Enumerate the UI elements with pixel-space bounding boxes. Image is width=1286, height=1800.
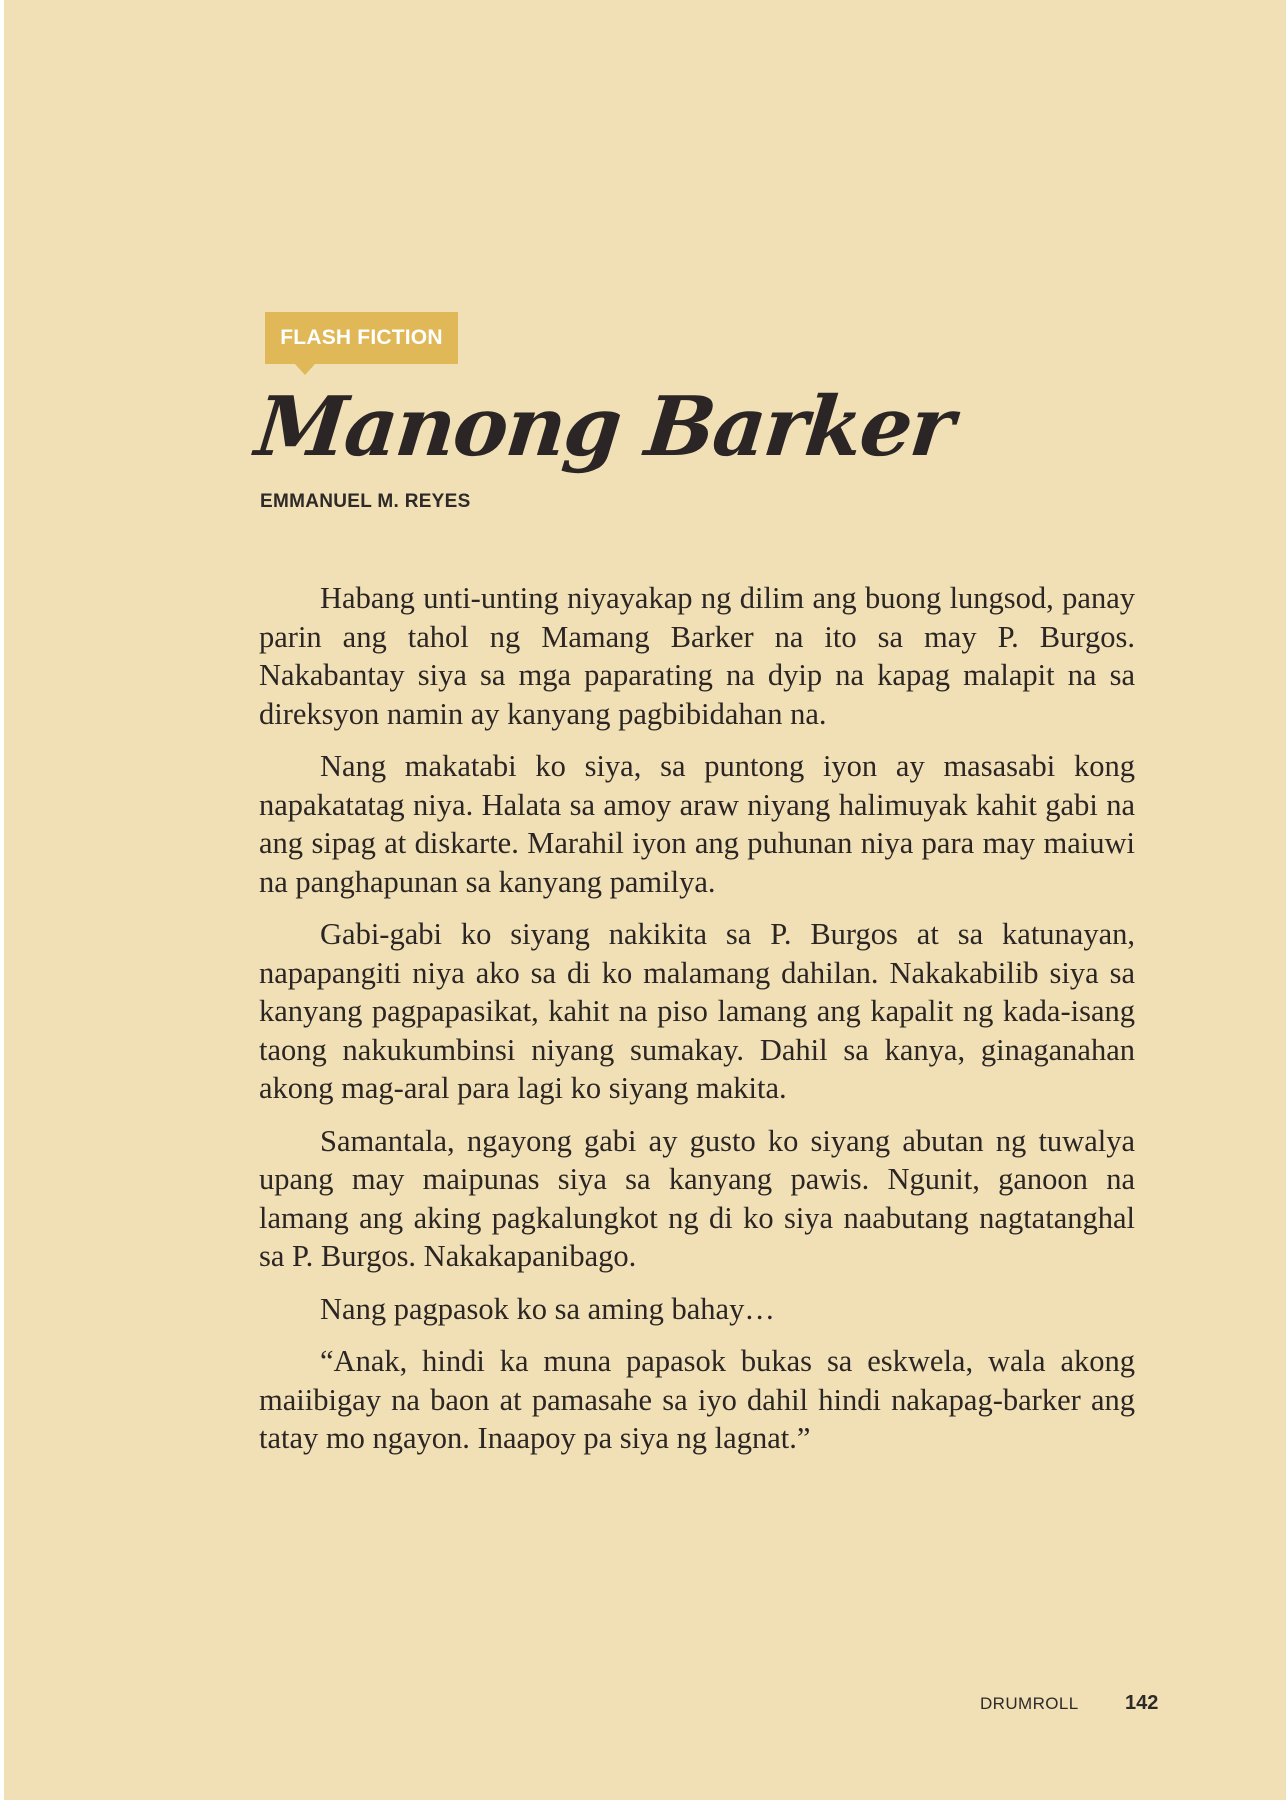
paragraph: Gabi-gabi ko siyang nakikita sa P. Burgos at sa katunayan, napapangiti niya ako sa di ko malamang dahilan. Nakakabilib siya sa kanyang pagpapasikat, kahit na piso lamang ang kapalit ng kada-isang taong nakukumbinsi niyang sumakay. Dahil sa kanya, ginaganahan akong mag-aral para lagi ko siyang makita.	[259, 917, 1135, 1105]
paragraph: “Anak, hindi ka muna papasok bukas sa eskwela, wala akong maiibigay na baon at pamasahe sa iyo dahil hindi nakapag-barker ang tatay mo ngayon. Inaapoy pa siya ng lagnat.”	[259, 1344, 1135, 1455]
publication-name: DRUMROLL	[980, 1694, 1079, 1713]
page-number: 142	[1125, 1692, 1159, 1714]
author-byline: EMMANUEL M. REYES	[260, 491, 471, 512]
paragraph: Nang pagpasok ko sa aming bahay…	[320, 1291, 775, 1326]
story-title: Manong Barker	[251, 379, 957, 475]
page	[4, 0, 1286, 1800]
paragraph: Habang unti-unting niyayakap ng dilim ang buong lungsod, panay parin ang tahol ng Mamang Barker na ito sa may P. Burgos. Nakabantay siya sa mga paparating na dyip na kapag malapit na sa direksyon namin ay kanyang pagbibidahan na.	[259, 581, 1135, 731]
paragraph: Samantala, ngayong gabi ay gusto ko siyang abutan ng tuwalya upang may maipunas siya sa kanyang pawis. Ngunit, ganoon na lamang ang aking pagkalungkot ng di ko siya naabutang nagtatanghal sa P. Burgos. Nakakapanibago.	[259, 1123, 1135, 1273]
section-tag: FLASH FICTION	[265, 312, 458, 364]
paragraph: Nang makatabi ko siya, sa puntong iyon ay masasabi kong napakatatag niya. Halata sa amoy araw niyang halimuyak kahit gabi na ang sipag at diskarte. Marahil iyon ang puhunan niya para may maiuwi na panghapunan sa kanyang pamilya.	[259, 749, 1135, 899]
story-body	[259, 579, 1135, 1472]
